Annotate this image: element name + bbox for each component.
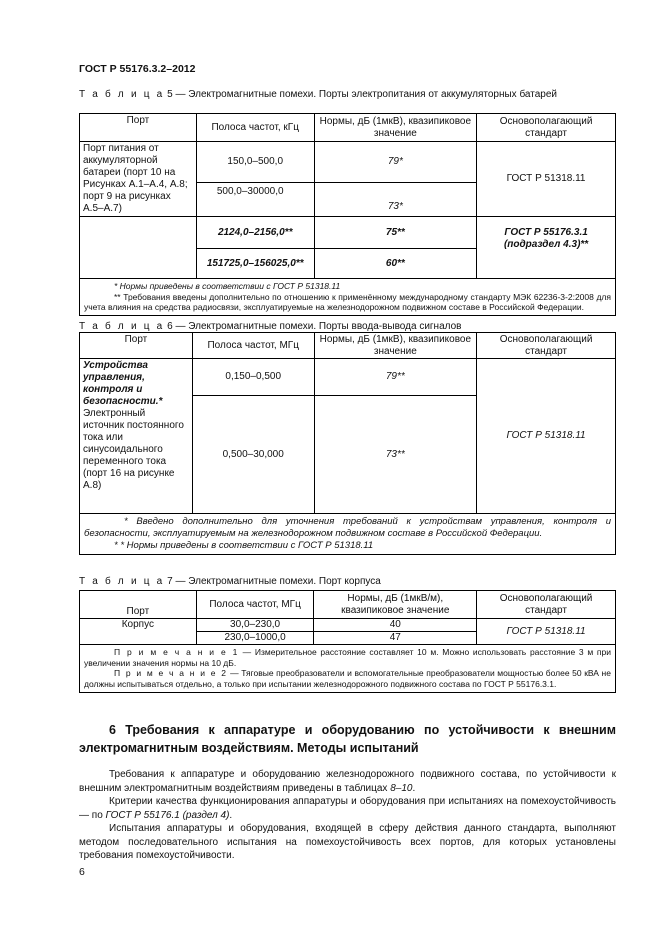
table6-note-2: * * Нормы приведены в соответствии с ГОСТ Р 51318.11: [114, 539, 374, 551]
table6-norm-1: 79**: [314, 359, 477, 396]
table5-header-standard: Основополагающий стандарт: [477, 114, 616, 142]
p1-text: Требования к аппаратуре и оборудованию железнодорожного подвижного состава, по устойчивости к внешним электромагнитным воздействиям приведены в таблицах: [79, 769, 616, 794]
table5-caption-text: 5 — Электромагнитные помехи. Порты электропитания от аккумуляторных батарей: [167, 89, 558, 100]
table7-header-freq: Полоса частот, МГц: [196, 591, 314, 619]
table5-notes: [80, 279, 616, 316]
table6-standard: ГОСТ Р 51318.11: [477, 359, 616, 514]
table5-caption-label: Т а б л и ц а: [79, 89, 165, 100]
document-header: ГОСТ Р 55176.3.2–2012: [79, 63, 196, 75]
table5-port-empty: [80, 217, 197, 279]
table6-port-bold: Устройства управления, контроля и безопасности.*: [83, 360, 163, 407]
table6-notes: [80, 514, 616, 555]
table7: [79, 590, 616, 693]
table7-header-norm: Нормы, дБ (1мкВ/м), квазипиковое значение: [314, 591, 477, 619]
table5-note-1: * Нормы приведены в соответствии с ГОСТ Р 51318.11: [114, 281, 341, 291]
table5-header-norm: Нормы, дБ (1мкВ), квазипиковое значение: [314, 114, 477, 142]
p2-text: Критерии качества функционирования аппаратуры и оборудования при испытаниях на помехоустойчивость — по: [79, 796, 616, 821]
table7-note-1-label: П р и м е ч а н и е 1: [114, 647, 239, 657]
table6-header-norm: Нормы, дБ (1мкВ), квазипиковое значение: [314, 333, 477, 359]
table7-norm-1: 40: [314, 619, 477, 632]
table5-header-port: Порт: [80, 114, 197, 142]
p2-standard-ref: ГОСТ Р 55176.1 (раздел 4): [105, 809, 230, 821]
table5-freq-2-cell: [196, 182, 314, 216]
table7-freq-2: 230,0–1000,0: [196, 632, 314, 645]
table5-port-cell: Порт питания от аккумуляторной батареи (порт 10 на Рисунках А.1–А.4, А.8; порт 9 на рисунках А.5–А.7): [80, 142, 197, 217]
table6-header-port: Порт: [80, 333, 193, 359]
p2-end: .: [229, 809, 233, 821]
table7-note-2-label: П р и м е ч а н и е 2: [114, 668, 228, 679]
table6-freq-1: 0,150–0,500: [192, 359, 314, 396]
table6-freq-2: 0,500–30,000: [192, 396, 314, 514]
p1-table-ref: 8–10: [390, 782, 413, 794]
section-6-title: 6 Требования к аппаратуре и оборудованию по устойчивости к внешним электромагнитным воздействиям. Методы испытаний: [79, 723, 616, 755]
table7-caption-label: Т а б л и ц а: [79, 576, 165, 587]
table5-freq-4: 151725,0–156025,0**: [196, 249, 314, 279]
table5: [79, 113, 616, 316]
table7-note-2: [84, 668, 611, 689]
table6-header-standard: Основополагающий стандарт: [477, 333, 616, 359]
table7-note-1: [84, 647, 611, 668]
table7-port: Корпус: [80, 619, 197, 645]
table7-notes: [80, 645, 616, 693]
table6-caption-text: 6 — Электромагнитные помехи. Порты ввода-вывода сигналов: [167, 321, 462, 332]
p1-end: .: [412, 782, 416, 794]
table5-note-2: ** Требования введены дополнительно по отношению к применённому международному стандарту МЭК 62236-3-2:2008 для учета влияния на средства радиосвязи, эксплуатируемые на железнодорожном подвижном составе в Российской Федерации.: [84, 291, 611, 313]
table5-standard-2: ГОСТ Р 55176.3.1 (подраздел 4.3)**: [477, 217, 616, 279]
table7-note-1-text: — Измерительное расстояние составляет 10 м. Можно использовать расстояние 3 м при увеличении значения нормы на 10 дБ.: [84, 647, 611, 668]
table6-port-rest: Электронный источник постоянного тока или синусоидального переменного тока (порт 16 на рисунке А.8): [83, 408, 184, 491]
section-6-paragraph-1: [79, 768, 616, 795]
table7-freq-1: 30,0–230,0: [196, 619, 314, 632]
table7-header-standard: Основополагающий стандарт: [477, 591, 616, 619]
table5-freq-2: 500,0–30000,0: [216, 186, 284, 198]
table6-port-cell: [80, 359, 193, 514]
table7-norm-2: 47: [314, 632, 477, 645]
table5-norm-1: 79*: [314, 142, 477, 183]
section-6-paragraph-2: [79, 795, 616, 822]
table6-header-freq: Полоса частот, МГц: [192, 333, 314, 359]
table5-norm-3: 75**: [314, 217, 477, 249]
table6: [79, 332, 616, 555]
table5-norm-4: 60**: [314, 249, 477, 279]
table7-header-port: Порт: [80, 591, 197, 619]
table5-header-freq: Полоса частот, кГц: [196, 114, 314, 142]
table6-note-1: * Введено дополнительно для уточнения требований к устройствам управления, контроля и безопасности, эксплуатируемым на железнодорожном подвижном составе в Российской Федерации.: [84, 516, 611, 539]
section-6-paragraph-3: Испытания аппаратуры и оборудования, входящей в сферу действия данного стандарта, выполняют методом последовательного испытания на помехоустойчивость всех портов, для которых установлены требования помехоустойчивости.: [79, 823, 616, 861]
table5-standard-1: ГОСТ Р 51318.11: [477, 142, 616, 217]
table7-note-2-text: — Тяговые преобразователи и вспомогательные преобразователи мощностью более 50 кВА не должны испытываться отдельно, а только при испытании железнодорожного подвижного состава по ГОСТ Р 55176.3.1.: [84, 668, 611, 689]
section-6-body: [79, 768, 616, 863]
table5-caption: [79, 89, 557, 101]
table5-freq-1: 150,0–500,0: [196, 142, 314, 183]
page-number: 6: [79, 866, 85, 878]
table7-caption: [79, 576, 381, 588]
table7-standard: ГОСТ Р 51318.11: [477, 619, 616, 645]
table6-norm-2: 73**: [314, 396, 477, 514]
table6-caption-label: Т а б л и ц а: [79, 321, 165, 332]
table5-freq-3: 2124,0–2156,0**: [196, 217, 314, 249]
table5-norm-2: 73*: [314, 182, 477, 216]
table7-caption-text: 7 — Электромагнитные помехи. Порт корпуса: [167, 576, 381, 587]
